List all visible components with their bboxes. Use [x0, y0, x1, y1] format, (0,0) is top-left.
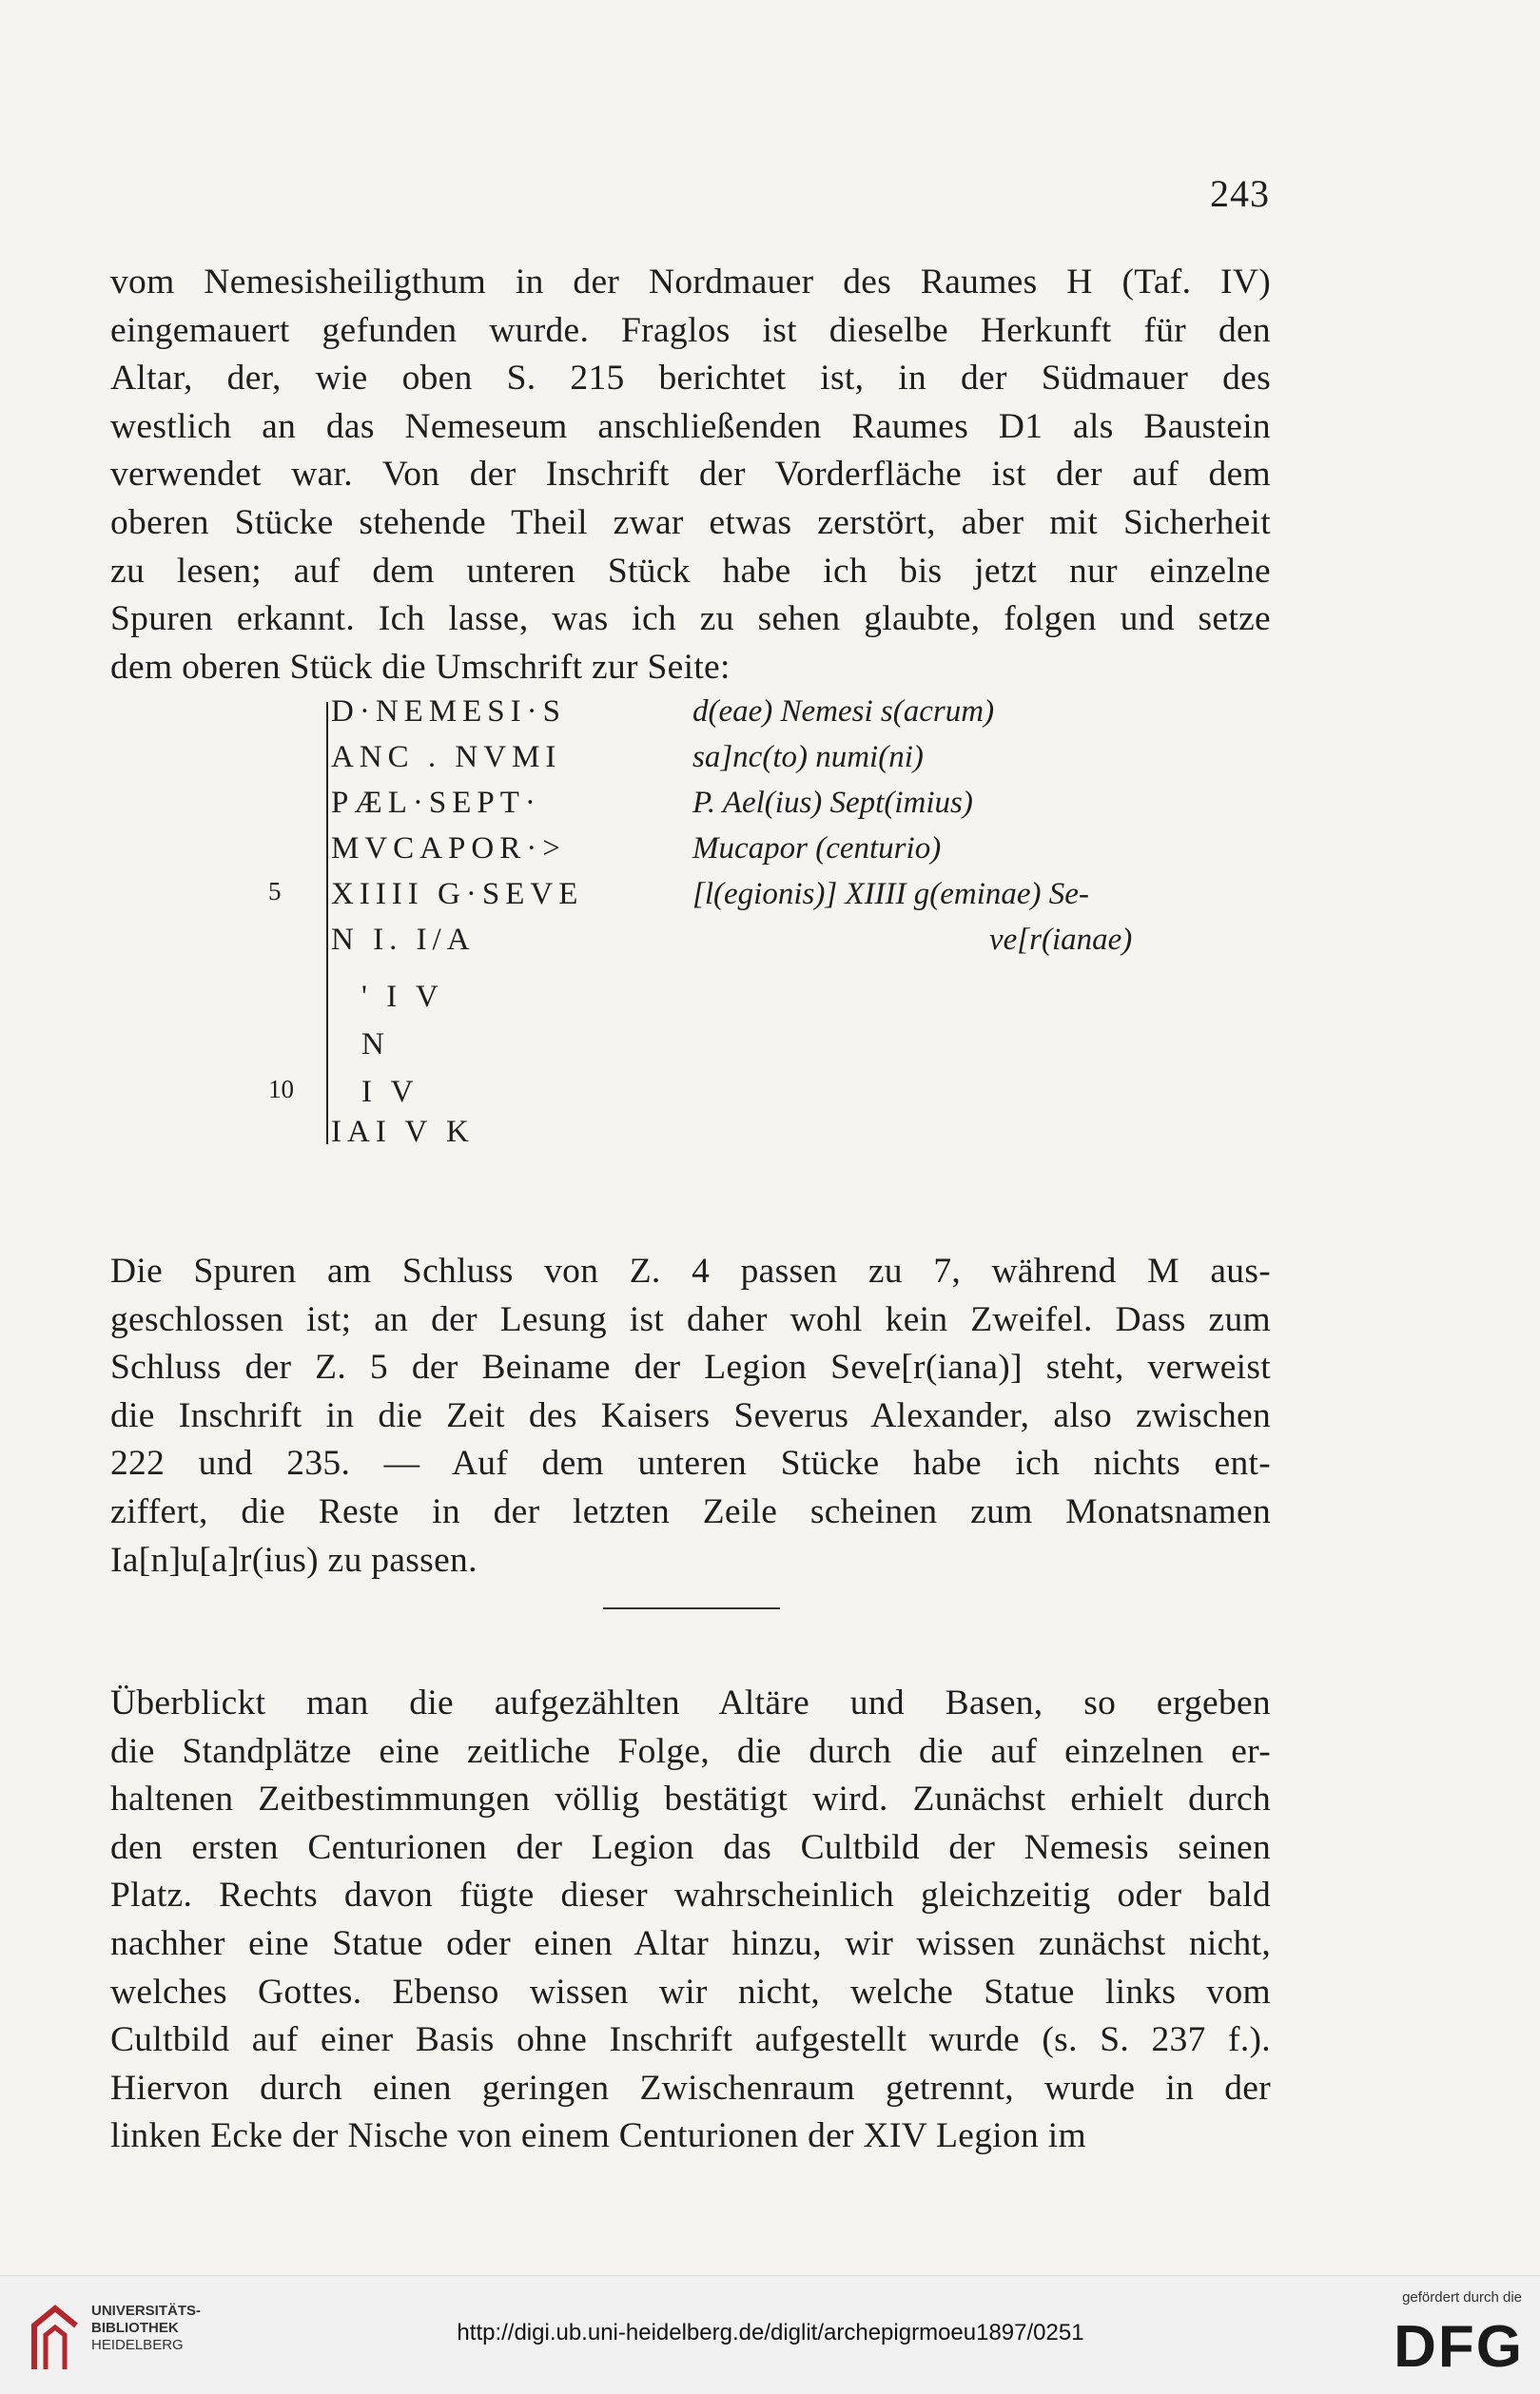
inscription-row	[238, 740, 1275, 788]
paragraph-1	[110, 259, 1271, 691]
library-name-line-3: HEIDELBERG	[91, 2337, 184, 2353]
library-name-line-2: BIBLIOTHEK	[91, 2320, 179, 2336]
text-line: Hiervon durch einen geringen Zwischenraum getrennt, wurde in der	[110, 2068, 1271, 2108]
dfg-logo: DFG	[1394, 2314, 1524, 2380]
line-number: 10	[268, 1075, 294, 1103]
text-line: den ersten Centurionen der Legion das Cultbild der Nemesis seinen	[110, 1827, 1271, 1867]
text-line: nachher eine Statue oder einen Altar hinzu, wir wissen zunächst nicht,	[110, 1923, 1271, 1963]
inscription-transcription: d(eae) Nemesi s(acrum)	[692, 694, 995, 729]
text-line: Spuren erkannt. Ich lasse, was ich zu sehen glaubte, folgen und setze	[110, 599, 1271, 639]
inscription-latin-text: N I. I/A	[331, 923, 476, 957]
inscription-latin-text: N	[361, 1027, 390, 1061]
page-number: 243	[1210, 172, 1270, 215]
inscription-edge-line	[326, 702, 328, 1144]
digitization-footer	[0, 2275, 1540, 2394]
text-line: ziffert, die Reste in der letzten Zeile scheinen zum Monatsnamen	[110, 1491, 1271, 1531]
inscription-row	[238, 980, 1275, 1027]
text-line: haltenen Zeitbestimmungen völlig bestätigt wird. Zunächst erhielt durch	[110, 1780, 1271, 1820]
text-line: Altar, der, wie oben S. 215 berichtet ist, in der Südmauer des	[110, 359, 1271, 399]
university-library-logo-icon	[27, 2303, 84, 2373]
text-line: vom Nemesisheiligthum in der Nordmauer des Raumes H (Taf. IV)	[110, 263, 1271, 302]
text-line: Überblickt man die aufgezählten Altäre und Basen, so ergeben	[110, 1684, 1271, 1723]
text-line: eingemauert gefunden wurde. Fraglos ist dieselbe Herkunft für den	[110, 310, 1271, 350]
text-line: verwendet war. Von der Inschrift der Vorderfläche ist der auf dem	[110, 455, 1271, 495]
text-line: 222 und 235. — Auf dem unteren Stücke habe ich nichts ent-	[110, 1444, 1271, 1484]
text-line: Die Spuren am Schluss von Z. 4 passen zu 7, während M aus-	[110, 1252, 1271, 1291]
text-line: dem oberen Stück die Umschrift zur Seite:	[110, 647, 731, 687]
paragraph-3	[110, 1680, 1271, 2161]
text-line: linken Ecke der Nische von einem Centurionen der XIV Legion im	[110, 2116, 1086, 2156]
inscription-row	[238, 694, 1275, 742]
library-name-line-1: UNIVERSITÄTS-	[91, 2303, 202, 2319]
library-name	[91, 2303, 201, 2354]
text-line: Platz. Rechts davon fügte dieser wahrscheinlich gleichzeitig oder bald	[110, 1876, 1271, 1916]
text-line: die Standplätze eine zeitliche Folge, die durch die auf einzelnen er-	[110, 1731, 1271, 1771]
text-line: zu lesen; auf dem unteren Stück habe ich bis jetzt nur einzelne	[110, 551, 1271, 591]
inscription-transcription: Mucapor (centurio)	[692, 831, 942, 866]
text-line: geschlossen ist; an der Lesung ist daher wohl kein Zweifel. Dass zum	[110, 1299, 1271, 1339]
text-line: Ia[n]u[a]r(ius) zu passen.	[110, 1540, 478, 1580]
inscription-row	[238, 786, 1275, 833]
inscription-row	[238, 831, 1275, 879]
inscription-latin-text: ' I V	[361, 980, 444, 1014]
inscription-latin-text: IAI V K	[331, 1115, 475, 1149]
text-line: welches Gottes. Ebenso wissen wir nicht, welche Statue links vom	[110, 1972, 1271, 2012]
text-line: Cultbild auf einer Basis ohne Inschrift aufgestellt wurde (s. S. 237 f.).	[110, 2020, 1271, 2060]
inscription-latin-text: XIIII G·SEVE	[331, 877, 584, 911]
inscription-row	[238, 877, 1275, 925]
inscription-latin-text: I V	[361, 1075, 419, 1109]
source-url-link[interactable]: http://digi.ub.uni-heidelberg.de/diglit/archepigrmoeu1897/0251	[457, 2320, 1084, 2345]
inscription-row	[238, 1027, 1275, 1075]
inscription-row	[238, 923, 1275, 970]
inscription-latin-text: D·NEMESI·S	[331, 694, 566, 729]
line-number: 5	[268, 877, 282, 905]
inscription-row	[238, 1115, 1275, 1162]
inscription-latin-text: ANC . NVMI	[331, 740, 562, 774]
inscription-transcription: [l(egionis)] XIIII g(eminae) Se-	[692, 877, 1089, 911]
inscription-transcription: sa]nc(to) numi(ni)	[692, 740, 924, 774]
inscription-transcription: P. Ael(ius) Sept(imius)	[692, 786, 973, 820]
paragraph-2	[110, 1248, 1271, 1585]
inscription-transcription: ve[r(ianae)	[989, 923, 1133, 957]
text-line: westlich an das Nemeseum anschließenden Raumes D1 als Baustein	[110, 406, 1271, 446]
section-separator	[603, 1607, 780, 1609]
inscription-latin-text: MVCAPOR·>	[331, 831, 566, 866]
inscription-latin-text: PÆL·SEPT·	[331, 786, 541, 820]
text-line: oberen Stücke stehende Theil zwar etwas zerstört, aber mit Sicherheit	[110, 502, 1271, 542]
text-line: Schluss der Z. 5 der Beiname der Legion Seve[r(iana)] steht, verweist	[110, 1348, 1271, 1388]
funder-label: gefördert durch die	[1402, 2289, 1522, 2306]
text-line: die Inschrift in die Zeit des Kaisers Severus Alexander, also zwischen	[110, 1395, 1271, 1435]
inscription-figure	[238, 694, 1275, 1236]
